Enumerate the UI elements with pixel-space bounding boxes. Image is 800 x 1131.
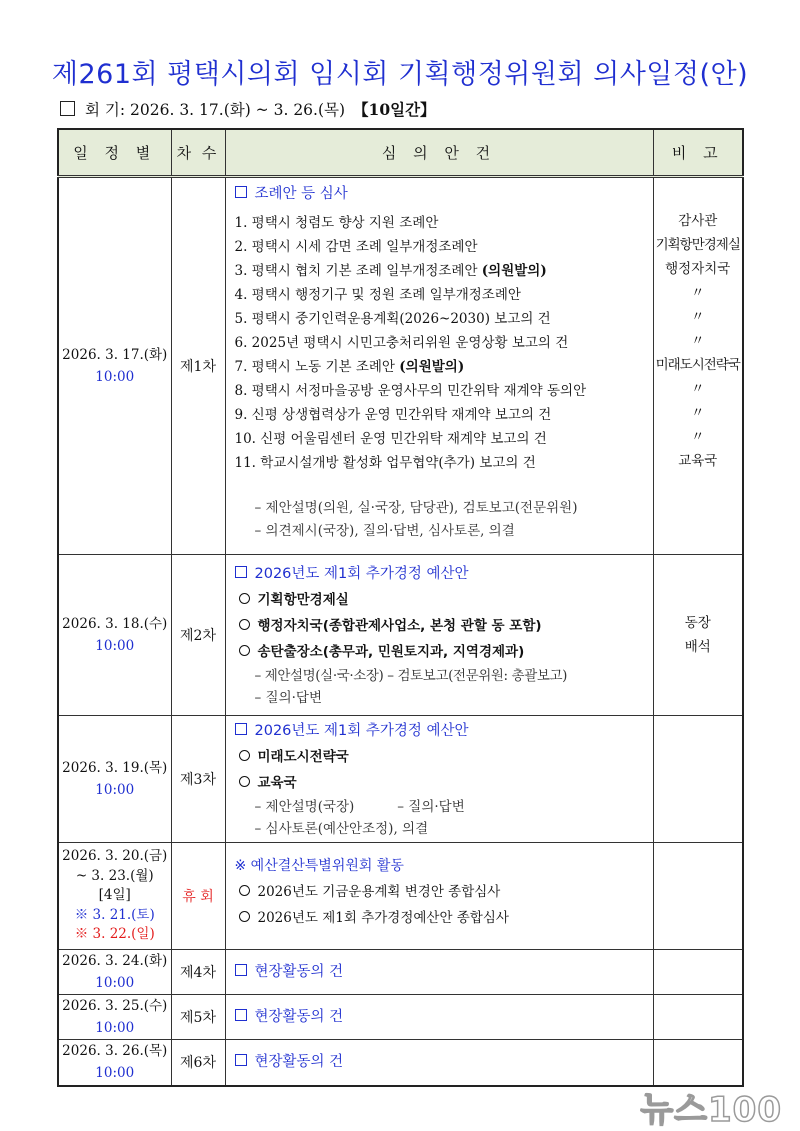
circle-bullet-icon xyxy=(239,776,250,787)
round-cell: 휴 회 xyxy=(171,843,225,950)
note-cell xyxy=(653,995,743,1040)
round-cell: 제6차 xyxy=(171,1040,225,1086)
list-item: 10. 신평 어울림센터 운영 민간위탁 재계약 보고의 건 xyxy=(234,431,547,447)
content-cell: 2026년도 제1회 추가경정 예산안 기획항만경제실 행정자치국(종합관제사업소, 본청 관할 동 포함) 송탄출장소(총무과, 민원토지과, 지역경제과) – 제안설명(실·국·소장) – 검토보고(전문위원: 총괄보고) – 질의·답변 xyxy=(225,555,653,716)
round-cell: 제5차 xyxy=(171,995,225,1040)
list-item: 송탄출장소(총무과, 민원토지과, 지역경제과) xyxy=(235,639,653,665)
header-note: 비 고 xyxy=(653,129,743,177)
page-title: 제261회 평택시의회 임시회 기획행정위원회 의사일정(안) xyxy=(51,59,749,90)
session-days: 【10일간】 xyxy=(353,100,436,119)
circle-bullet-icon xyxy=(239,593,250,604)
list-item: 5. 평택시 중기인력운용계획(2026~2030) 보고의 건 xyxy=(234,311,551,327)
circle-bullet-icon xyxy=(239,645,250,656)
square-bullet-icon xyxy=(235,1009,247,1021)
date-cell: 2026. 3. 17.(화) 10:00 xyxy=(58,177,171,555)
list-item: 7. 평택시 노동 기본 조례안 (의원발의) xyxy=(234,359,465,375)
list-item: 9. 신평 상생협력상가 운영 민간위탁 재계약 보고의 건 xyxy=(234,407,552,423)
date-cell: 2026. 3. 20.(금) ~ 3. 23.(월) [4일] ※ 3. 21.(토) ※ 3. 22.(일) xyxy=(58,843,171,950)
table-row xyxy=(58,1040,743,1086)
list-item: 1. 평택시 청렴도 향상 지원 조례안 xyxy=(234,215,439,231)
procedure-note: – 의견제시(국장), 질의·답변, 심사토론, 의결 xyxy=(254,522,515,539)
square-bullet-icon xyxy=(235,1054,247,1066)
table-row xyxy=(58,843,743,950)
note-cell xyxy=(653,843,743,950)
note-cell xyxy=(653,1040,743,1086)
date-cell: 2026. 3. 24.(화) 10:00 xyxy=(58,950,171,995)
content-cell: 현장활동의 건 xyxy=(225,950,653,995)
list-item: 행정자치국(종합관제사업소, 본청 관할 동 포함) xyxy=(235,613,653,639)
header-date: 일 정 별 xyxy=(58,129,171,177)
note-cell xyxy=(653,950,743,995)
square-bullet-icon xyxy=(235,186,247,198)
content-cell: 현장활동의 건 xyxy=(225,995,653,1040)
list-item: 교육국 xyxy=(235,770,653,796)
session-period xyxy=(60,98,436,120)
circle-bullet-icon xyxy=(239,750,250,761)
square-bullet-icon xyxy=(235,566,247,578)
list-item: 2026년도 기금운용계획 변경안 종합심사 xyxy=(235,879,653,905)
circle-bullet-icon xyxy=(239,885,250,896)
procedure-note: – 제안설명(의원, 실·국장, 담당관), 검토보고(전문위원) xyxy=(254,500,578,516)
circle-bullet-icon xyxy=(239,619,250,630)
procedure-note: – 질의·답변 xyxy=(254,690,322,706)
watermark-logo: 뉴스100 xyxy=(640,1090,782,1130)
table-row xyxy=(58,716,743,843)
list-item: 11. 학교시설개방 활성화 업무협약(추가) 보고의 건 xyxy=(234,455,536,471)
table-row xyxy=(58,555,743,716)
circle-bullet-icon xyxy=(239,911,250,922)
round-cell: 제2차 xyxy=(171,555,225,716)
procedure-note: – 심사토론(예산안조정), 의결 xyxy=(254,821,429,837)
square-bullet-icon xyxy=(235,723,247,735)
list-item: 2. 평택시 시세 감면 조례 일부개정조례안 xyxy=(234,239,478,255)
member-bill-tag: (의원발의) xyxy=(399,359,465,375)
date-cell: 2026. 3. 19.(목) 10:00 xyxy=(58,716,171,843)
content-cell: 조례안 등 심사 1. 평택시 청렴도 향상 지원 조례안 2. 평택시 시세 감면 조례 일부개정조례안 3. 평택시 협치 기본 조례 일부개정조례안 (의원발의) 4. 평택시 행정기구 및 정원 조례 일부개정조례안 5. 평택시 중기인력운용계획(2026~2030) 보고의 건 6. 2025년 평택시 시민고충처리위원 운영상황 보고의 건 7. 평택시 노동 기본 조례안 (의원발의) 8. 평택시 서정마을공방 운영사무의 민간위탁 재계약 동의안 9. 신평 상생협력상가 운영 민간위탁 재계약 보고의 건 10. 신평 어울림센터 운영 민간위탁 재계약 보고의 건 11. 학교시설개방 활성화 업무협약(추가) 보고의 건 – 제안설명(의원, 실·국장, 담당관), 검토보고(전문위원) – 의견제시(국장), 질의·답변, 심사토론, 의결 xyxy=(225,177,653,555)
list-item: 6. 2025년 평택시 시민고충처리위원 운영상황 보고의 건 xyxy=(234,335,569,351)
procedure-note: – 제안설명(실·국·소장) – 검토보고(전문위원: 총괄보고) xyxy=(254,667,567,684)
list-item: 2026년도 제1회 추가경정예산안 종합심사 xyxy=(235,905,653,931)
holiday-saturday: ※ 3. 21.(토) xyxy=(74,906,155,923)
date-cell: 2026. 3. 26.(목) 10:00 xyxy=(58,1040,171,1086)
member-bill-tag: (의원발의) xyxy=(481,263,547,279)
note-cell: 동장 배석 xyxy=(653,555,743,716)
list-item: 기획항만경제실 xyxy=(235,587,653,613)
date-cell: 2026. 3. 25.(수) 10:00 xyxy=(58,995,171,1040)
list-item: 4. 평택시 행정기구 및 정원 조례 일부개정조례안 xyxy=(234,287,521,303)
checkbox-square-icon xyxy=(60,101,75,116)
table-row xyxy=(58,950,743,995)
table-row xyxy=(58,995,743,1040)
round-cell: 제1차 xyxy=(171,177,225,555)
note-cell: 감사관 기획항만경제실 행정자치국 〃 〃 〃 미래도시전략국 〃 〃 〃 교육국 xyxy=(653,177,743,555)
header-content: 심 의 안 건 xyxy=(225,129,653,177)
session-label: 회 기: 2026. 3. 17.(화) ~ 3. 26.(목) xyxy=(85,101,346,119)
list-item: 3. 평택시 협치 기본 조례 일부개정조례안 (의원발의) xyxy=(234,263,547,279)
square-bullet-icon xyxy=(235,964,247,976)
procedure-note: – 제안설명(국장) – 질의·답변 xyxy=(254,798,465,815)
table-header-row xyxy=(58,129,743,177)
holiday-sunday: ※ 3. 22.(일) xyxy=(74,926,155,943)
list-item: 미래도시전략국 xyxy=(235,744,653,770)
date-cell: 2026. 3. 18.(수) 10:00 xyxy=(58,555,171,716)
content-cell: ※ 예산결산특별위원회 활동 2026년도 기금운용계획 변경안 종합심사 2026년도 제1회 추가경정예산안 종합심사 xyxy=(225,843,653,950)
header-round: 차 수 xyxy=(171,129,225,177)
content-cell: 현장활동의 건 xyxy=(225,1040,653,1086)
list-item: 8. 평택시 서정마을공방 운영사무의 민간위탁 재계약 동의안 xyxy=(234,383,587,399)
round-cell: 제3차 xyxy=(171,716,225,843)
schedule-table xyxy=(57,128,744,1087)
table-row xyxy=(58,177,743,555)
round-cell: 제4차 xyxy=(171,950,225,995)
content-cell: 2026년도 제1회 추가경정 예산안 미래도시전략국 교육국 – 제안설명(국장) – 질의·답변 – 심사토론(예산안조정), 의결 xyxy=(225,716,653,843)
note-cell xyxy=(653,716,743,843)
